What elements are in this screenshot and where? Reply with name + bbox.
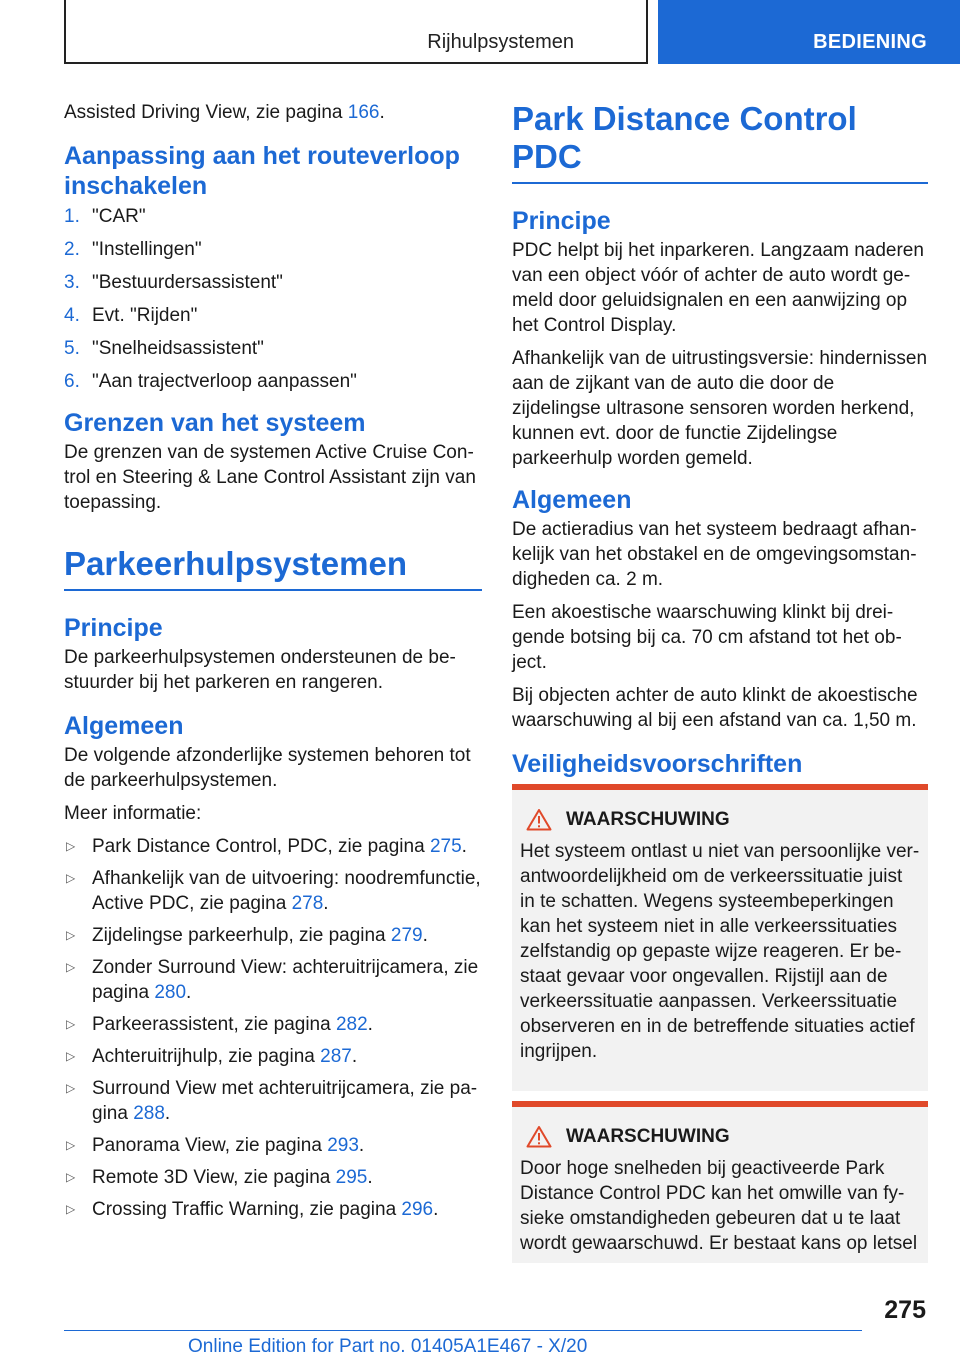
heading-parkeerhulpsystemen: Parkeerhulpsystemen [64, 545, 482, 591]
list-item: ▷ Park Distance Control, PDC, zie pagina 275. [66, 836, 467, 857]
triangle-bullet-icon: ▷ [66, 1017, 76, 1031]
page-link[interactable]: 288 [133, 1103, 165, 1124]
intro-paragraph: Assisted Driving View, zie pagina 166. [64, 102, 385, 123]
list-item: ▷ Zijdelingse parkeerhulp, zie pagina 279. [66, 925, 428, 946]
heading-algemeen: Algemeen [64, 712, 184, 740]
warning-text: Het systeem ontlast u niet van persoonlijke verantwoordelijkheid om de verkeerssituatie juist in te schatten. Wegens systeembeperkingen kan het systeem niet in alle verkeerssituaties zelfstandig op gepaste wijze reageren. Er bestaat gevaar voor ongevallen. Rijstijl aan de verkeerssituatie aanpassen. Verkeerssituatie observeren en in de betreffende situaties actief ingrijpen. [520, 841, 920, 1062]
algemeen-paragraph: De volgende afzonderlijke systemen behoren tot de parkeerhulpsystemen. [64, 745, 471, 791]
triangle-bullet-icon: ▷ [66, 1049, 76, 1063]
list-item: ▷ Surround View met achteruitrijcamera, zie pagina 288. [66, 1078, 478, 1124]
heading-park-distance-control: Park Distance Control PDC [512, 100, 928, 184]
page-link[interactable]: 295 [335, 1167, 368, 1188]
warning-box-1 [512, 784, 928, 1091]
warning-title: WAARSCHUWING [566, 808, 730, 830]
heading-aanpassing: Aanpassing aan het routeverloop inschakelen [64, 142, 460, 200]
list-item: 6. "Aan trajectverloop aanpassen" [64, 371, 357, 392]
list-item: ▷ Parkeerassistent, zie pagina 282. [66, 1014, 373, 1035]
heading-algemeen-pdc: Algemeen [512, 486, 632, 514]
page-link[interactable]: 278 [291, 893, 324, 914]
page-link[interactable]: 296 [401, 1199, 434, 1220]
triangle-bullet-icon: ▷ [66, 1170, 76, 1184]
list-item: ▷ Achteruitrijhulp, zie pagina 287. [66, 1046, 358, 1067]
grenzen-paragraph: De grenzen van de systemen Active Cruise Control en Steering & Lane Control Assistant zijn van toepassing. [64, 442, 476, 513]
heading-principe-pdc: Principe [512, 207, 611, 235]
steps-list [64, 205, 482, 394]
principe-paragraph: De parkeerhulpsystemen ondersteunen de bestuurder bij het parkeren en rangeren. [64, 647, 456, 693]
page-link[interactable]: 293 [327, 1135, 359, 1156]
triangle-bullet-icon: ▷ [66, 839, 76, 853]
heading-veiligheidsvoorschriften: Veiligheidsvoorschriften [512, 750, 803, 778]
warning-triangle-icon [526, 1125, 552, 1148]
header-section-box [64, 0, 648, 64]
list-item: 5. "Snelheidsassistent" [64, 338, 264, 359]
triangle-bullet-icon: ▷ [66, 871, 76, 885]
list-item: ▷ Zonder Surround View: achteruitrijcamera, zie pagina 280. [66, 957, 479, 1003]
page-link[interactable]: 275 [429, 836, 462, 857]
principe-paragraph-2: Afhankelijk van de uitrustingsversie: hindernissen aan de zijkant van de auto die door de zijdelingse ultrasone sensoren worden herkend, kunnen evt. door de functie Zijdelingse parkeerhulp worden gemeld. [512, 348, 928, 469]
warning-box-2 [512, 1101, 928, 1263]
page-link[interactable]: 287 [320, 1046, 352, 1067]
triangle-bullet-icon: ▷ [66, 960, 76, 974]
warning-triangle-icon [526, 808, 552, 831]
left-column [64, 100, 482, 1229]
page-link-166[interactable]: 166 [347, 102, 380, 123]
triangle-bullet-icon: ▷ [66, 1202, 76, 1216]
header-chapter-tab [658, 0, 960, 64]
warning-text: Door hoge snelheden bij geactiveerde Park Distance Control PDC kan het omwille van fysieke omstandigheden gebeuren dat u te laat wordt gewaarschuwd. Er bestaat kans op letsel [520, 1158, 918, 1254]
meer-informatie-label: Meer informatie: [64, 803, 202, 824]
list-item: ▷ Crossing Traffic Warning, zie pagina 296. [66, 1199, 439, 1220]
list-item: 4. Evt. "Rijden" [64, 305, 198, 326]
list-item: 1. "CAR" [64, 206, 146, 227]
triangle-bullet-icon: ▷ [66, 928, 76, 942]
footer-edition: Online Edition for Part no. 01405A1E467 - X/20 [188, 1336, 588, 1357]
principe-paragraph-1: PDC helpt bij het inparkeren. Langzaam naderen van een object vóór of achter de auto wordt gemeld door geluidsignalen en een aanwijzing op het Control Display. [512, 240, 924, 336]
list-item: ▷ Remote 3D View, zie pagina 295. [66, 1167, 373, 1188]
page-link[interactable]: 279 [390, 925, 423, 946]
footer-divider [64, 1330, 862, 1331]
list-item: ▷ Afhankelijk van de uitvoering: noodremfunctie, Active PDC, zie pagina 278. [66, 868, 481, 914]
algemeen-paragraph-3: Bij objecten achter de auto klinkt de akoestische waarschuwing al bij een afstand van ca. 1,50 m. [512, 685, 918, 731]
heading-grenzen: Grenzen van het systeem [64, 409, 366, 437]
heading-principe: Principe [64, 614, 163, 642]
page-number: 275 [884, 1296, 926, 1324]
warning-title: WAARSCHUWING [566, 1125, 730, 1147]
list-item: 3. "Bestuurdersassistent" [64, 272, 283, 293]
list-item: ▷ Panorama View, zie pagina 293. [66, 1135, 365, 1156]
triangle-bullet-icon: ▷ [66, 1138, 76, 1152]
page-link[interactable]: 282 [335, 1014, 368, 1035]
page-link[interactable]: 280 [154, 982, 187, 1003]
algemeen-paragraph-1: De actieradius van het systeem bedraagt afhankelijk van het obstakel en de omgevingsomstandigheden ca. 2 m. [512, 519, 917, 590]
triangle-bullet-icon: ▷ [66, 1081, 76, 1095]
algemeen-paragraph-2: Een akoestische waarschuwing klinkt bij dreigende botsing bij ca. 70 cm afstand tot het object. [512, 602, 902, 673]
parking-systems-list [64, 834, 482, 1222]
header-section-title: Rijhulpsystemen [427, 31, 574, 53]
header-chapter-label: BEDIENING [813, 31, 927, 53]
right-column [512, 100, 928, 781]
list-item: 2. "Instellingen" [64, 239, 202, 260]
